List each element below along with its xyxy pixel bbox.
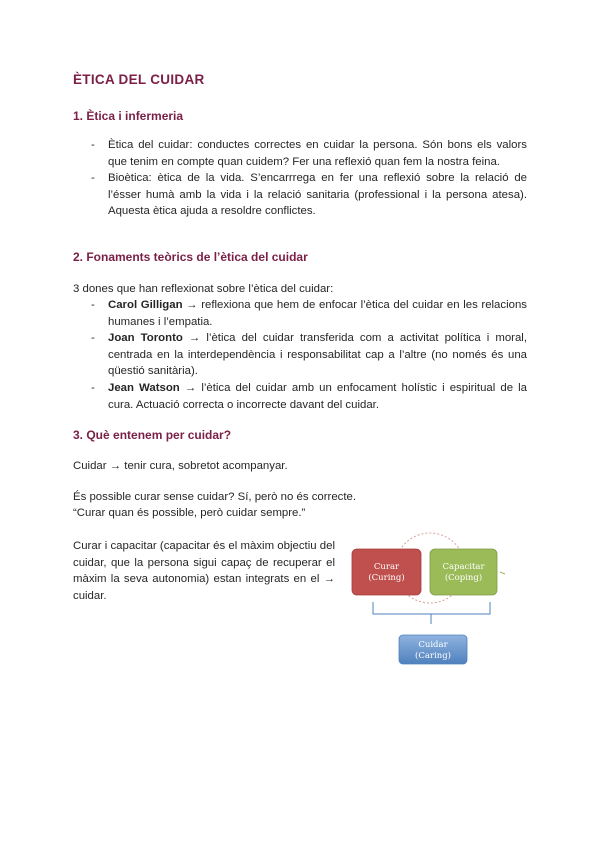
cuidar-sublabel: (Caring) bbox=[415, 651, 451, 661]
diagram-bracket bbox=[373, 602, 490, 614]
cycle-arrow-tick bbox=[500, 572, 505, 574]
person-name: Carol Gilligan bbox=[108, 299, 183, 311]
list-item: - Bioètica: ètica de la vida. S’encarrrega en fer una reflexió sobre la relació de l’ésser humà amb la vida i la relació sanitaria (professional i la persona atesa). Aquesta ètica ajuda a resoldre conflictes. bbox=[91, 170, 527, 220]
list-item bbox=[91, 330, 527, 380]
capacitar-sublabel: (Coping) bbox=[444, 573, 483, 583]
section-3-line-2: És possible curar sense cuidar? Sí, però no és correcte. bbox=[73, 491, 357, 503]
section-2-intro: 3 dones que han reflexionat sobre l’ètica del cuidar: bbox=[73, 283, 334, 295]
section-1-list bbox=[91, 137, 527, 220]
person-name: Joan Toronto bbox=[108, 332, 183, 345]
person-description: → l’ètica del cuidar transferida com a activitat política i moral, centrada en la interdependència i responsabilitat cap a l’altre (no només és una qüestió sanitària). bbox=[108, 332, 528, 378]
section-3-quote: “Curar quan és possible, però cuidar sempre.” bbox=[73, 507, 306, 519]
section-3-line-1: Cuidar → tenir cura, sobretot acompanyar. bbox=[73, 460, 288, 472]
list-item bbox=[91, 380, 527, 413]
person-description: → l’ètica del cuidar amb un enfocament holístic i espiritual de la cura. Actuació correcta o incorrecte davant del cuidar. bbox=[108, 381, 527, 411]
person-name: Jean Watson bbox=[108, 381, 180, 394]
section-3-heading: 3. Què entenem per cuidar? bbox=[73, 428, 232, 442]
person-description: → reflexiona que hem de enfocar l’ètica del cuidar en les relacions humanes i l’empatia. bbox=[108, 299, 527, 328]
list-item: - Ètica del cuidar: conductes correctes en cuidar la persona. Són bons els valors que tenim en compte quan cuidem? Fer una reflexió quan fem la nostra feina. bbox=[91, 137, 527, 170]
section-1-heading: 1. Ètica i infermeria bbox=[73, 109, 184, 123]
page-title: ÈTICA DEL CUIDAR bbox=[73, 72, 205, 87]
capacitar-label: Capacitar bbox=[442, 562, 485, 572]
capacitar-box bbox=[430, 549, 497, 595]
section-2-list bbox=[91, 297, 527, 413]
cuidar-diagram bbox=[340, 528, 515, 668]
curar-sublabel: (Curing) bbox=[368, 573, 405, 583]
list-item bbox=[91, 297, 527, 330]
cuidar-label: Cuidar bbox=[418, 640, 448, 650]
curar-label: Curar bbox=[373, 562, 400, 572]
curar-box bbox=[352, 549, 421, 595]
section-2-heading: 2. Fonaments teòrics de l’ètica del cuidar bbox=[73, 250, 308, 264]
section-3-paragraph: Curar i capacitar (capacitar és el màxim objectiu del cuidar, que la persona sigui capaç de recuperar el màxim la seva autonomia) estan integrats en el → cuidar. bbox=[73, 540, 335, 602]
